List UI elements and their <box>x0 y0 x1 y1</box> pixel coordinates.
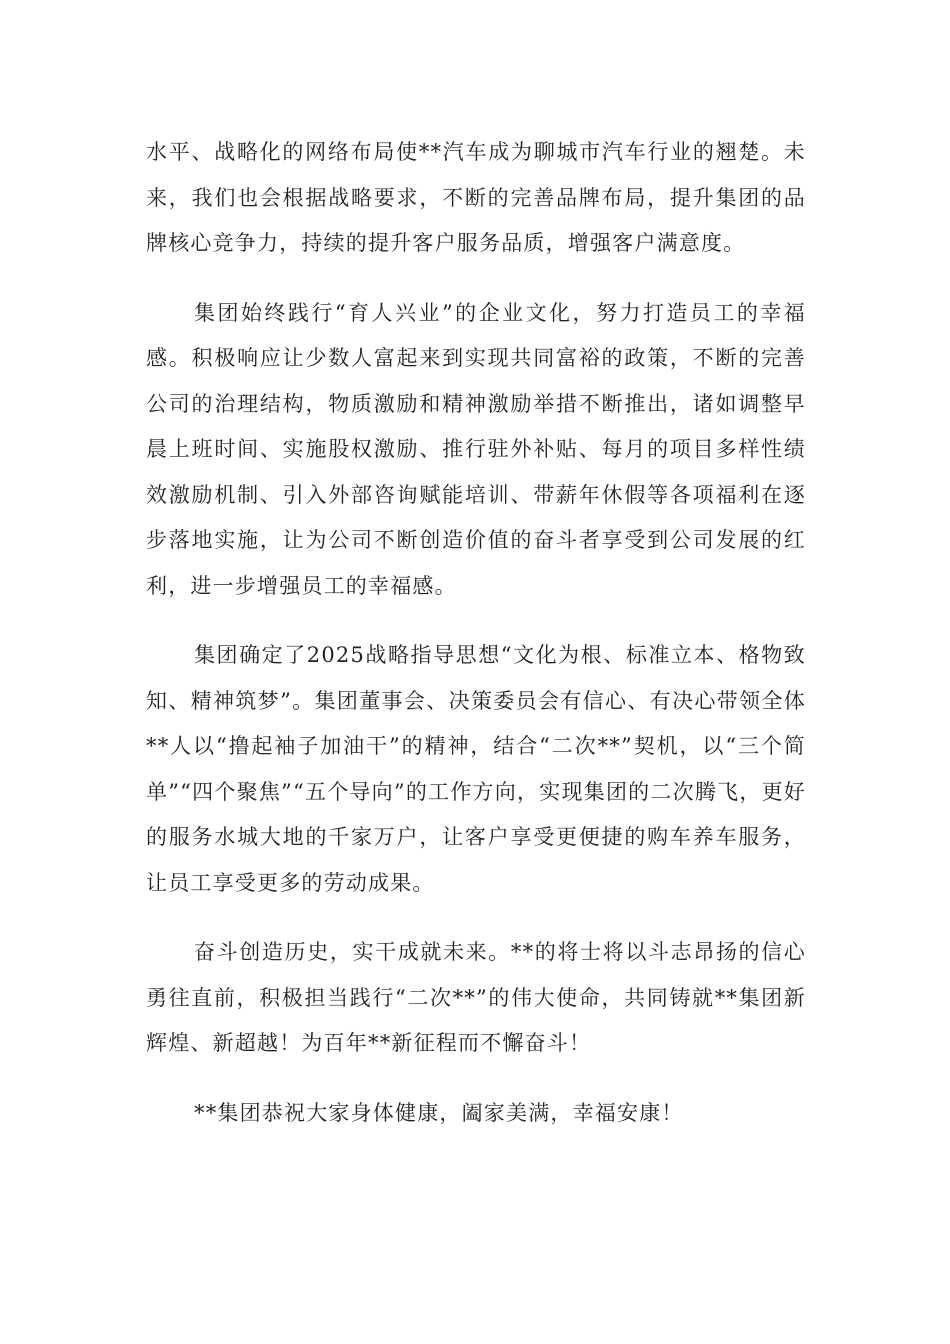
paragraph-continuation: 水平、战略化的网络布局使**汽车成为聊城市汽车行业的翘楚。未来，我们也会根据战略要求，不断的完善品牌布局，提升集团的品牌核心竞争力，持续的提升客户服务品质，增强客户满意度。 <box>146 140 806 255</box>
paragraph-blessing: **集团恭祝大家身体健康，阖家美满，幸福安康！ <box>194 1100 684 1125</box>
paragraph-striving: 奋斗创造历史，实干成就未来。**的将士将以斗志昂扬的信心勇往直前，积极担当践行“二次**”的伟大使命，共同铸就**集团新辉煌、新超越！为百年**新征程而不懈奋斗！ <box>146 940 806 1055</box>
document-body <box>146 130 806 1136</box>
paragraph-employee-welfare: 集团始终践行“育人兴业”的企业文化，努力打造员工的幸福感。积极响应让少数人富起来到实现共同富裕的政策，不断的完善公司的治理结构，物质激励和精神激励举措不断推出，诸如调整早晨上班时间、实施股权激励、推行驻外补贴、每月的项目多样性绩效激励机制、引入外部咨询赋能培训、带薪年休假等各项福利在逐步落地实施，让为公司不断创造价值的奋斗者享受到公司发展的红利，进一步增强员工的幸福感。 <box>146 300 806 598</box>
paragraph-strategy-2025: 集团确定了2025战略指导思想“文化为根、标准立本、格物致知、精神筑梦”。集团董事会、决策委员会有信心、有决心带领全体**人以“撸起袖子加油干”的精神，结合“二次**”契机，以“三个简单”“四个聚焦”“五个导向”的工作方向，实现集团的二次腾飞，更好的服务水城大地的千家万户，让客户享受更便捷的购车养车服务，让员工享受更多的劳动成果。 <box>146 643 806 895</box>
